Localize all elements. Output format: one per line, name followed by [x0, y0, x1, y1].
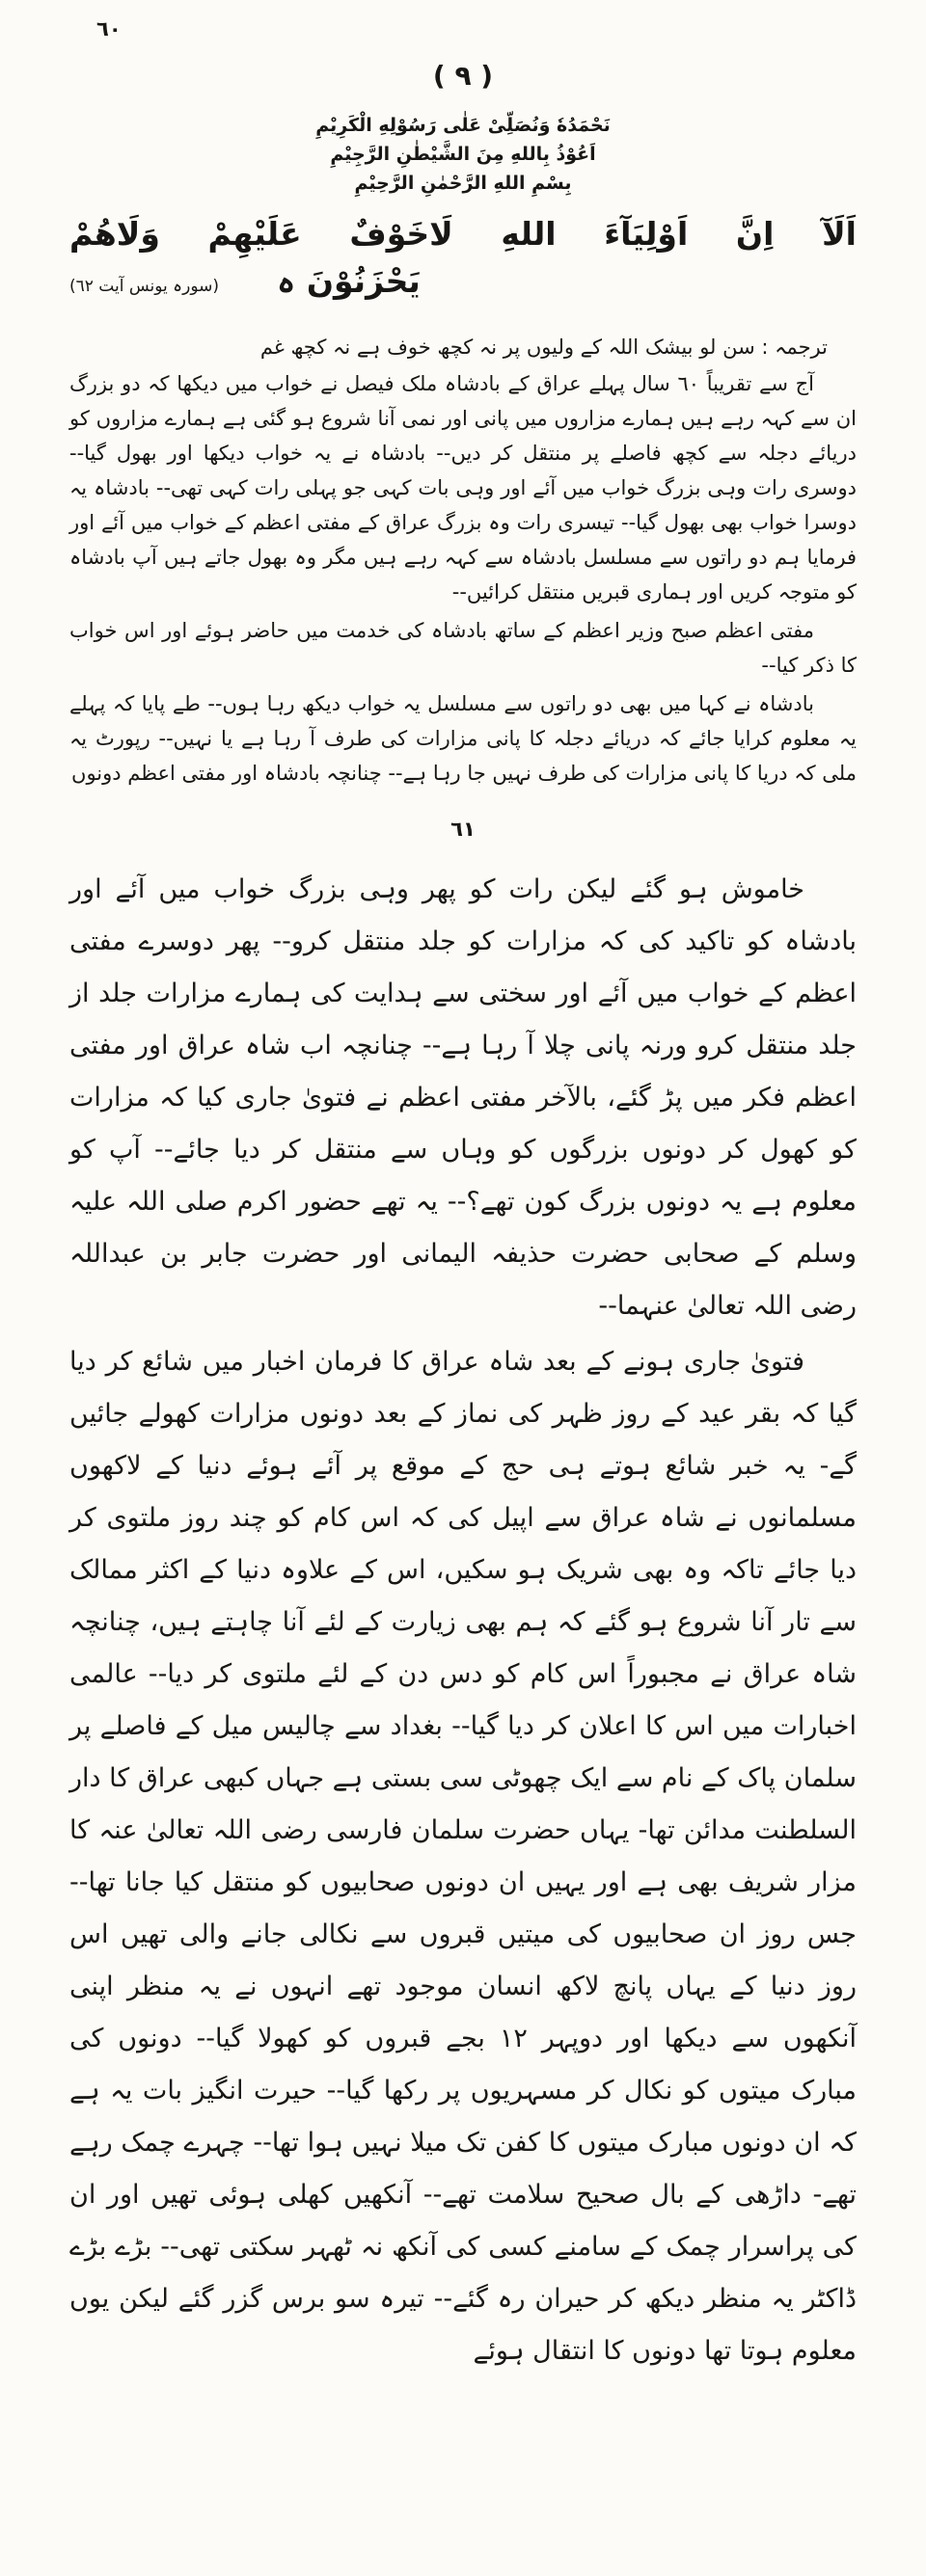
paragraph-mufti-visits-king: مفتی اعظم صبح وزیر اعظم کے ساتھ بادشاہ کی خدمت میں حاضر ہوئے اور اس خواب کا ذکر کیا-- [69, 619, 857, 677]
verse-citation: (سورہ یونس آیت ٦٢) [69, 277, 220, 296]
page-60-body [69, 366, 857, 791]
paragraph-graves-relocation-account: فتویٰ جاری ہونے کے بعد شاہ عراق کا فرمان اخبار میں شائع کر دیا گیا کہ بقر عید کے روز ظہر کی نماز کے بعد دونوں مزارات کھولے جائیں گے- یہ خبر شائع ہوتے ہی حج کے موقع پر آئے ہوئے دنیا کے لاکھوں مسلمانوں نے شاہ عراق سے اپیل کی کہ اس کام کو چند روز ملتوی کر دیا جائے تاکہ وہ بھی شریک ہو سکیں، اس کے علاوہ دنیا کے اکثر ممالک سے تار آنا شروع ہو گئے کہ ہم بھی زیارت کے لئے آنا چاہتے ہیں، چنانچہ شاہ عراق نے مجبوراً اس کام کو دس دن کے لئے ملتوی کر دیا-- عالمی اخبارات میں اس کا اعلان کر دیا گیا-- بغداد سے چالیس میل کے فاصلے پر سلمان پاک کے نام سے ایک چھوٹی سی بستی ہے جہاں کبھی عراق کا دار السلطنت مدائن تھا- یہاں حضرت سلمان فارسی رضی اللہ تعالیٰ عنہ کا مزار شریف بھی ہے اور یہیں ان دونوں صحابیوں کو منتقل کیا جانا تھا-- جس روز ان صحابیوں کی میتیں قبروں سے نکالی جانے والی تھیں اس روز دنیا کے یہاں پانچ لاکھ انسان موجود تھے انہوں نے یہ منظر اپنی آنکھوں سے دیکھا اور دوپہر ١٢ بجے قبروں کو کھولا گیا-- دونوں کی مبارک میتوں کو نکال کر مسہریوں پر رکھا گیا-- حیرت انگیز بات یہ ہے کہ ان دونوں مبارک میتوں کا کفن تک میلا نہیں ہوا تھا-- چہرے چمک رہے تھے- داڑھی کے بال صحیح سلامت تھے-- آنکھیں کھلی ہوئی تھیں اور ان کی پراسرار چمک کے سامنے کسی کی آنکھ نہ ٹھہر سکتی تھی-- بڑے بڑے ڈاکٹر یہ منظر دیکھ کر حیران رہ گئے-- تیرہ سو برس گزر گئے لیکن یوں معلوم ہوتا تھا دونوں کا انتقال ہوئے [69, 1347, 857, 2366]
paragraph-dream-of-king-faisal: آج سے تقریباً ٦٠ سال پہلے عراق کے بادشاہ ملک فیصل نے خواب میں دیکھا کہ دو بزرگ ان سے کہہ رہے ہیں ہمارے مزاروں میں پانی اور نمی آنا شروع ہو گئی ہے ہمارے مزاروں کو دریائے دجلہ سے کچھ فاصلے پر منتقل کر دیں-- بادشاہ نے یہ خواب دیکھا اور بھول گیا-- دوسری رات وہی بزرگ خواب میں آئے اور وہی بات کہی جو پہلی رات کہی تھی-- بادشاہ یہ دوسرا خواب بھی بھول گیا-- تیسری رات وہ بزرگ عراق کے مفتی اعظم کے خواب میں آئے اور فرمایا ہم دو راتوں سے مسلسل بادشاہ سے کہہ رہے ہیں مگر وہ بھول جاتے ہیں آپ بادشاہ کو متوجہ کریں اور ہماری قبریں منتقل کرائیں-- [69, 372, 857, 604]
paragraph-king-confirms-dream: بادشاہ نے کہا میں بھی دو راتوں سے مسلسل یہ خواب دیکھ رہا ہوں-- طے پایا کہ پہلے یہ معلوم کرایا جائے کہ دریائے دجلہ کا پانی مزارات کی طرف آ رہا ہے یا نہیں-- رپورٹ یہ ملی کہ دریا کا پانی مزارات کی طرف نہیں جا رہا ہے-- چنانچہ بادشاہ اور مفتی اعظم دونوں [69, 692, 857, 785]
invocations-block [69, 111, 857, 198]
quran-verse-line1: اَلَآ اِنَّ اَوْلِيَآءَ اللهِ لَاخَوْفٌ عَلَيْهِمْ وَلَاهُمْ [69, 215, 857, 253]
page-number-60: ٦٠ [96, 17, 122, 40]
invocation-line-bismillah: بِسْمِ اللهِ الرَّحْمٰنِ الرَّحِيْمِ [354, 173, 572, 194]
chapter-number: ( ٩ ) [432, 60, 494, 92]
page-number-61: ٦١ [450, 818, 476, 841]
page-61-body [69, 864, 857, 2377]
quran-verse-line2-row [69, 262, 857, 316]
quran-verse-line2: يَحْزَنُوْنَ ہ [277, 262, 421, 300]
paragraph-fatwa-issued: خاموش ہو گئے لیکن رات کو پھر وہی بزرگ خواب میں آئے اور بادشاہ کو تاکید کی کہ مزارات کو جلد منتقل کرو-- پھر دوسرے مفتی اعظم کے خواب میں آئے اور سختی سے ہدایت کی ہمارے مزارات جلد از جلد منتقل کرو ورنہ پانی چلا آ رہا ہے-- چنانچہ اب شاہ عراق اور مفتی اعظم فکر میں پڑ گئے، بالآخر مفتی اعظم نے فتویٰ جاری کیا کہ مزارات کو کھول کر دونوں بزرگوں کو وہاں سے منتقل کر دیا جائے-- آپ کو معلوم ہے یہ دونوں بزرگ کون تھے؟-- یہ تھے حضور اکرم صلی اللہ علیہ وسلم کے صحابی حضرت حذیفہ الیمانی اور حضرت جابر بن عبداللہ رضی اللہ تعالیٰ عنہما-- [69, 874, 857, 1321]
verse-translation: ترجمہ : سن لو بیشک اللہ کے ولیوں پر نہ کچھ خوف ہے نہ کچھ غم [259, 335, 828, 359]
invocation-line-taawwuz: اَعُوْذُ بِاللهِ مِنَ الشَّيْطٰنِ الرَّجِيْمِ [330, 144, 596, 165]
invocation-line-hamd: نَحْمَدُهٗ وَنُصَلِّىْ عَلٰى رَسُوْلِهِ الْكَرِيْمِ [315, 115, 611, 136]
